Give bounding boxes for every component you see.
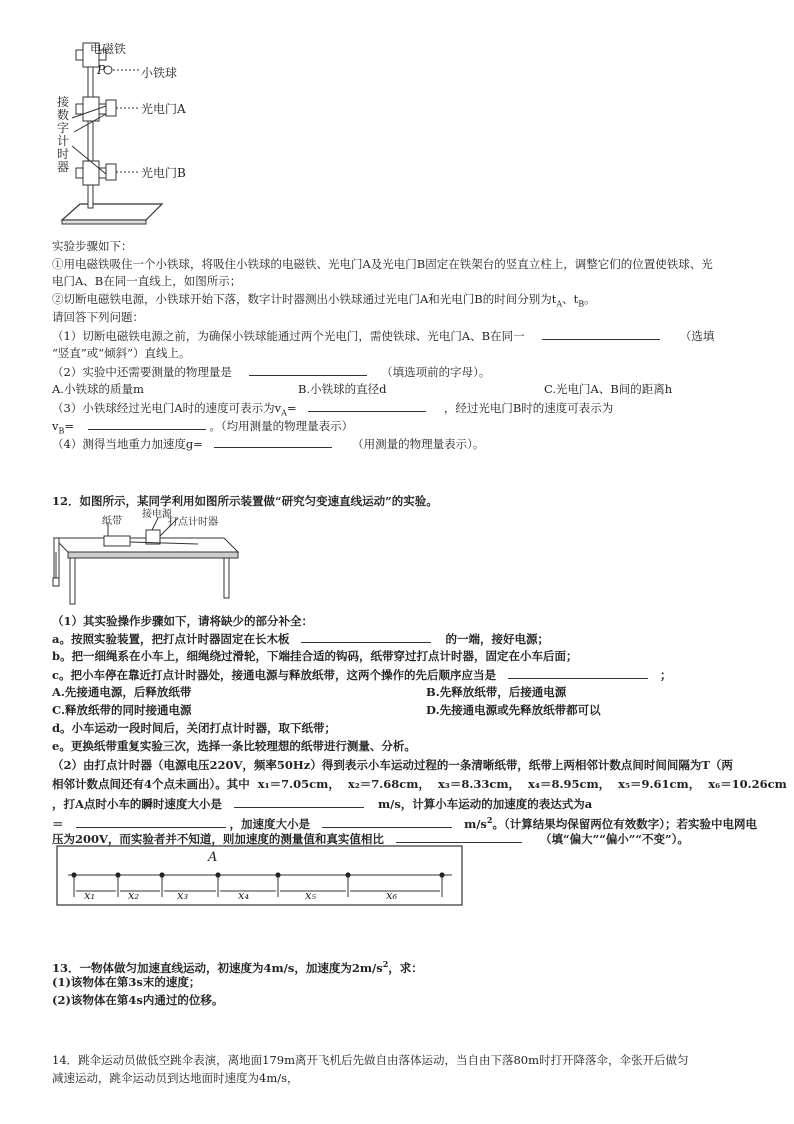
q12-option-b: B.先释放纸带，后接通电源: [426, 685, 567, 699]
q11-part1: （1）切断电磁铁电源之前，为确保小铁球能通过两个光电门，需使铁球、光电门A、B在同一 （选填: [52, 329, 715, 343]
label-tape: 纸带: [102, 516, 122, 527]
q11-part3-cont: $v_B=$ 。（均用测量的物理量表示）: [52, 419, 354, 436]
answer-blank[interactable]: [396, 830, 522, 843]
q12-title: 12．如图所示，某同学利用如图所示装置做“研究匀变速直线运动”的实验。: [52, 494, 438, 508]
q11-part3: （3）小铁球经过光电门A时的速度可表示为$v_A=$ ，经过光电门B时的速度可表示为: [52, 401, 614, 418]
prompt: 请回答下列问题：: [52, 310, 144, 324]
answer-blank[interactable]: [249, 363, 367, 376]
tape-label-x6: x₆: [386, 888, 398, 902]
q12-option-a: A.先接通电源，后释放纸带: [52, 685, 192, 699]
option-c: C.光电门A、B间的距离h: [544, 382, 673, 396]
answer-blank[interactable]: [88, 417, 206, 430]
q12-step-d: d。小车运动一段时间后，关闭打点计时器，取下纸带；: [52, 721, 337, 735]
answer-blank[interactable]: [542, 327, 660, 340]
label-ball: 小铁球: [141, 66, 178, 80]
q11-part1-cont: “竖直”或“倾斜”）直线上。: [52, 346, 191, 360]
answer-blank[interactable]: [308, 399, 426, 412]
q12-part2-line1: （2）由打点计时器（电源电压220V，频率50Hz）得到表示小车运动过程的一条清晰纸带，纸带上两相邻计数点间时间间隔为T（两: [52, 758, 733, 772]
answer-blank[interactable]: [301, 630, 431, 643]
q12-option-d: D.先接通电源或先释放纸带都可以: [426, 703, 601, 717]
q14-line2: 减速运动，跳伞运动员到达地面时速度为4m/s，: [52, 1071, 299, 1085]
q12-step-c: c。把小车停在靠近打点计时器处，接通电源与释放纸带，这两个操作的先后顺序应当是 ；: [52, 668, 672, 682]
q12-part2-line5: 压为200V，而实验者并不知道，则加速度的测量值和真实值相比 （填“偏大”“偏小”“不变”）。: [52, 832, 689, 846]
tape-timer-apparatus-figure: [48, 508, 248, 608]
q12-part2-line2: 相邻计数点间还有4个点未画出）。其中 x₁＝7.05cm， x₂＝7.68cm， x₃＝8.33cm， x₄＝8.95cm， x₅＝9.61cm， x₆＝10.26cm: [52, 777, 787, 791]
q12-part2-line4: ＝ ，加速度大小是 $m/s^2$。（计算结果均保留两位有效数字）；若实验中电网电: [52, 815, 757, 831]
step1-line2: 电门A、B在同一直线上，如图所示；: [52, 274, 242, 288]
q11-part4: （4）测得当地重力加速度g= （用测量的物理量表示）。: [52, 437, 485, 451]
tape-label-x2: x₂: [128, 888, 140, 902]
answer-blank[interactable]: [322, 815, 452, 828]
answer-blank[interactable]: [234, 795, 364, 808]
steps-intro: 实验步骤如下：: [52, 239, 133, 253]
step2: ②切断电磁铁电源，小铁球开始下落，数字计时器测出小铁球通过光电门A和光电门B的时间分别为$t_A$、$t_B$。: [52, 292, 596, 309]
answer-blank[interactable]: [214, 435, 332, 448]
label-power: 接电源: [142, 509, 172, 520]
tape-point-a: A: [208, 850, 218, 865]
q12-step-b: b。把一细绳系在小车上，细绳绕过滑轮，下端挂合适的钩码，纸带穿过打点计时器，固定在小车后面；: [52, 649, 578, 663]
step1-line1: ①用电磁铁吸住一个小铁球，将吸住小铁球的电磁铁、光电门A及光电门B固定在铁架台的竖直立柱上，调整它们的位置使铁球、光: [52, 257, 713, 271]
tape-label-x1: x₁: [84, 888, 96, 902]
tape-label-x4: x₄: [238, 888, 250, 902]
label-gate-a: 光电门A: [141, 102, 186, 116]
q12-option-c: C.释放纸带的同时接通电源: [52, 703, 192, 717]
q11-part2: （2）实验中还需要测量的物理量是 （填选项前的字母）。: [52, 365, 491, 379]
tape-diagram: [56, 845, 464, 907]
label-timer: 打点计时器: [168, 517, 218, 528]
photogate-apparatus-figure: [50, 36, 220, 226]
option-a: A.小铁球的质量m: [52, 382, 144, 396]
q12-part2-line3: ，打A点时小车的瞬时速度大小是 m/s，计算小车运动的加速度的表达式为a: [52, 797, 593, 811]
answer-blank[interactable]: [508, 666, 648, 679]
tape-label-x3: x₃: [177, 888, 189, 902]
option-b: B.小铁球的直径d: [298, 382, 387, 396]
q13-line2: (1)该物体在第3s末的速度；: [52, 975, 201, 989]
q12-step-e: e。更换纸带重复实验三次，选择一条比较理想的纸带进行测量、分析。: [52, 739, 416, 753]
label-gate-b: 光电门B: [141, 166, 186, 180]
label-magnet: 电磁铁: [90, 42, 127, 56]
q14-line1: 14．跳伞运动员做低空跳伞表演，离地面179m离开飞机后先做自由落体运动，当自由下落80m时打开降落伞，伞张开后做匀: [52, 1053, 689, 1067]
label-p: P: [97, 63, 106, 77]
q13-line1: 13．一物体做匀加速直线运动，初速度为4m/s，加速度为$2m/s^2$，求：: [52, 959, 423, 975]
label-timer-vertical: 接 数 字 计 时 器: [57, 95, 70, 174]
q12-part1: （1）其实验操作步骤如下，请将缺少的部分补全：: [52, 614, 313, 628]
tape-label-x5: x₅: [305, 888, 317, 902]
q13-line3: (2)该物体在第4s内通过的位移。: [52, 993, 224, 1007]
answer-blank[interactable]: [76, 815, 226, 828]
q12-step-a: a。按照实验装置，把打点计时器固定在长木板 的一端，接好电源；: [52, 632, 549, 646]
